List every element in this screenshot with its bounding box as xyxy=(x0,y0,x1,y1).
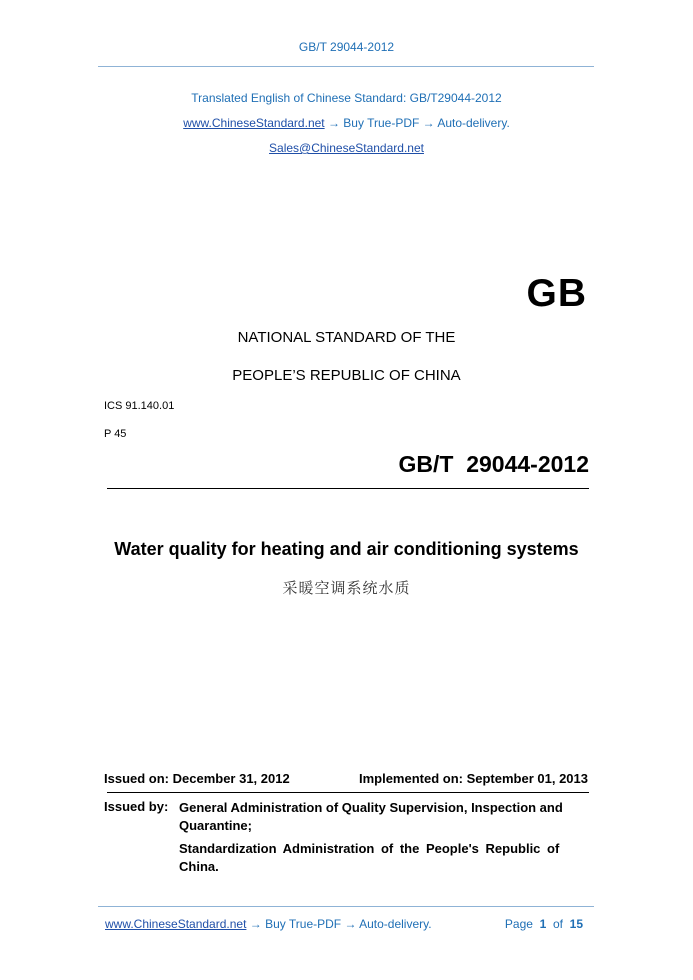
title-chinese: 采暖空调系统水质 xyxy=(282,579,411,597)
page-label: Page xyxy=(504,917,533,931)
p-code: P 45 xyxy=(104,428,127,440)
footer-buy-text: → Buy True-PDF → Auto-delivery. xyxy=(246,917,432,931)
standard-divider xyxy=(107,488,589,489)
page-of: of xyxy=(552,917,563,931)
issuer-sac xyxy=(179,840,589,876)
sales-email-link[interactable]: Sales@ChineseStandard.net xyxy=(269,141,424,155)
gb-mark: GB xyxy=(526,272,587,315)
title-english: Water quality for heating and air conditioning systems xyxy=(114,539,579,559)
page-current: 1 xyxy=(539,917,547,931)
footer-divider xyxy=(98,906,594,907)
issuer-aqsiq-line1: General Administration of Quality Supervision, Inspection and xyxy=(179,800,563,815)
standard-number: GB/T 29044-2012 xyxy=(398,451,589,477)
header-title: GB/T 29044-2012 xyxy=(298,40,395,54)
issuer-sac-line2: China. xyxy=(179,859,219,874)
implemented-on-date: Implemented on: September 01, 2013 xyxy=(358,771,588,786)
page-number xyxy=(505,917,583,931)
header-divider xyxy=(98,66,594,67)
buy-line xyxy=(0,116,693,130)
buy-text: → Buy True-PDF → Auto-delivery. xyxy=(324,116,510,130)
issuer-sac-line1: Standardization Administration of the People's Republic of xyxy=(179,841,560,856)
issuer-aqsiq-line2: Quarantine; xyxy=(179,818,252,833)
translated-notice: Translated English of Chinese Standard: GB/T29044-2012 xyxy=(191,91,502,105)
ics-code: ICS 91.140.01 xyxy=(104,400,175,412)
footer-buy-line xyxy=(105,917,432,931)
sales-line xyxy=(0,141,693,155)
dates-divider xyxy=(107,792,589,793)
issued-by-label: Issued by: xyxy=(104,799,169,814)
footer-website-link[interactable]: www.ChineseStandard.net xyxy=(105,917,247,931)
website-link[interactable]: www.ChineseStandard.net xyxy=(183,116,325,130)
page-total: 15 xyxy=(569,917,583,931)
issued-on-date: Issued on: December 31, 2012 xyxy=(104,771,290,786)
national-standard-line1: NATIONAL STANDARD OF THE xyxy=(237,329,456,346)
national-standard-line2: PEOPLE’S REPUBLIC OF CHINA xyxy=(232,367,461,384)
issuer-aqsiq xyxy=(179,799,589,835)
